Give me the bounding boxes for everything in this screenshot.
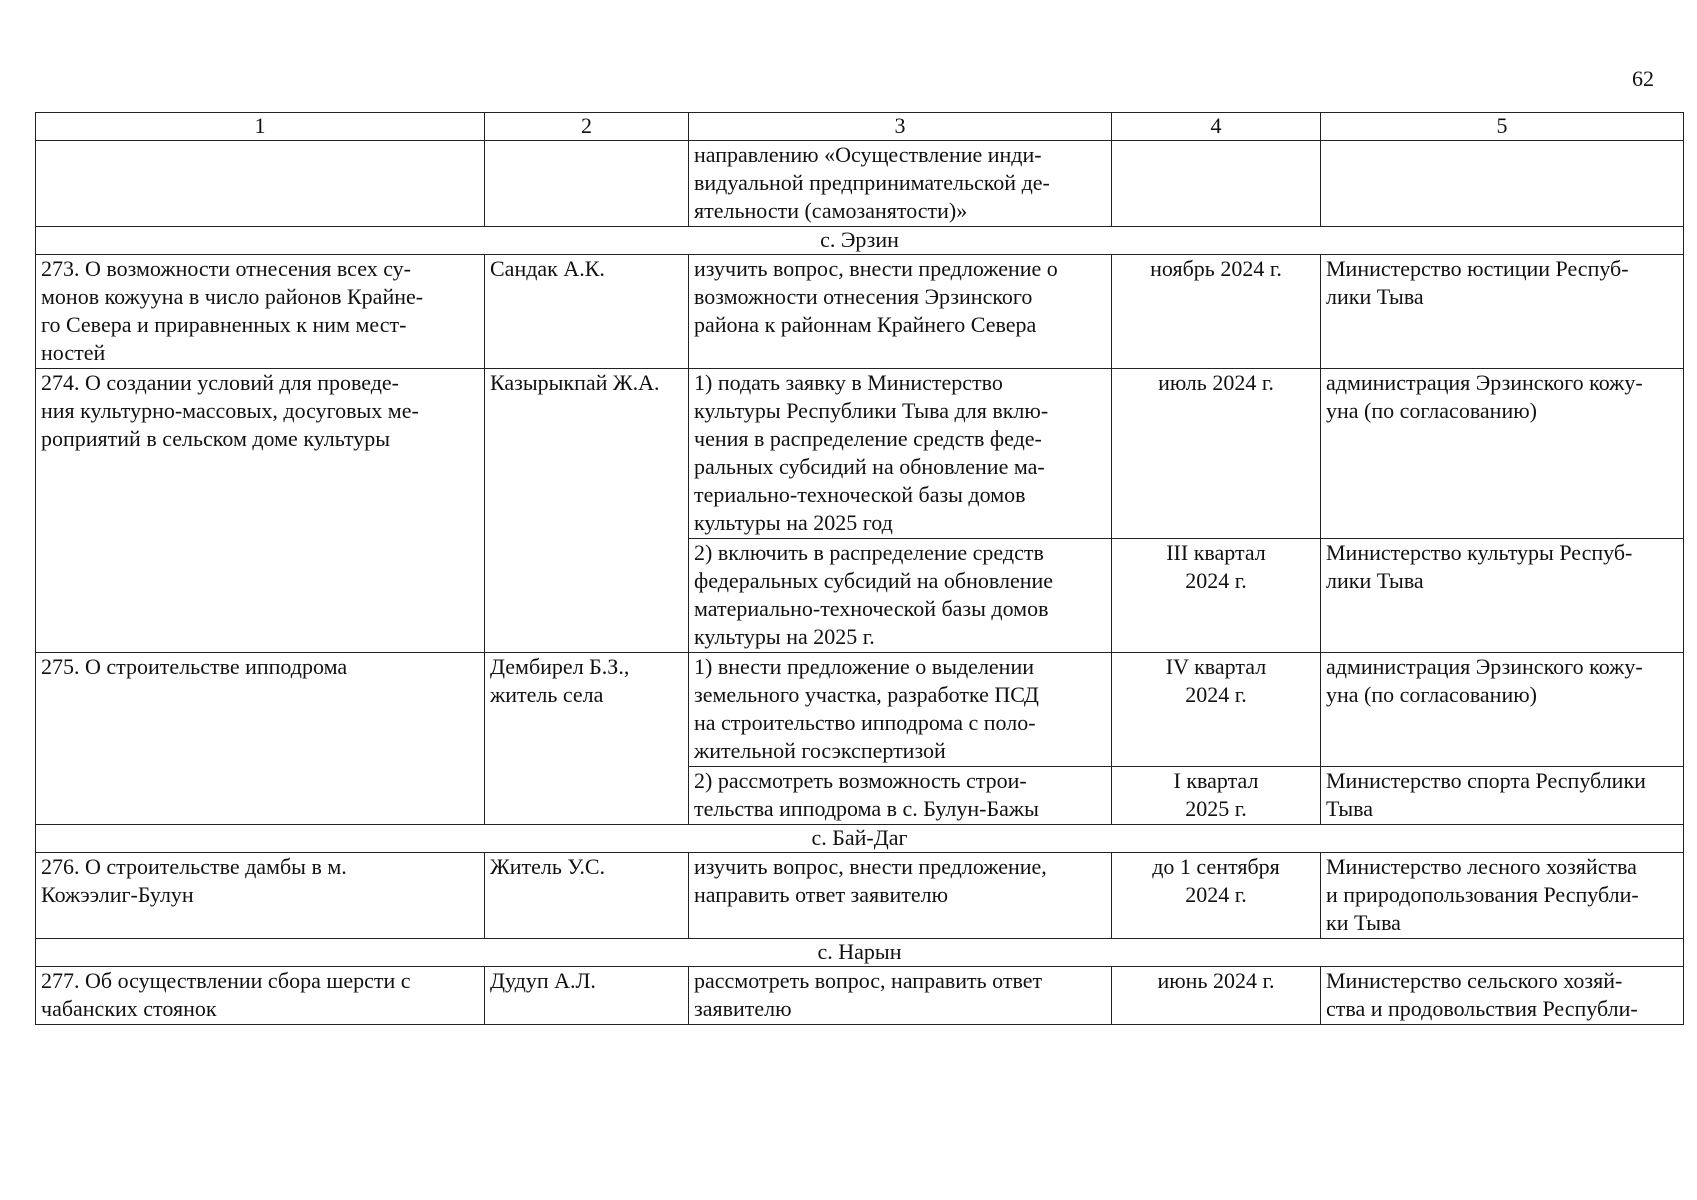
table-row (36, 141, 1684, 227)
cell-deadline: I квартал 2025 г. (1112, 767, 1321, 825)
cell-deadline: до 1 сентября 2024 г. (1112, 853, 1321, 939)
cell-deadline: III квартал 2024 г. (1112, 539, 1321, 653)
table-header-row (36, 113, 1684, 141)
header-col-5: 5 (1321, 113, 1684, 141)
cell-applicant: Житель У.С. (485, 853, 689, 939)
cell-responsible: Министерство юстиции Респуб- лики Тыва (1321, 255, 1684, 369)
header-col-3: 3 (689, 113, 1112, 141)
cell-responsible: Министерство спорта Республики Тыва (1321, 767, 1684, 825)
table-row (36, 967, 1684, 1025)
section-title: с. Бай-Даг (36, 825, 1684, 853)
cell-deadline: IV квартал 2024 г. (1112, 653, 1321, 767)
cell-deadline: июнь 2024 г. (1112, 967, 1321, 1025)
cell-deadline: июль 2024 г. (1112, 369, 1321, 539)
section-row (36, 939, 1684, 967)
section-row (36, 825, 1684, 853)
cell-deadline: ноябрь 2024 г. (1112, 255, 1321, 369)
header-col-1: 1 (36, 113, 485, 141)
cell-applicant: Дембирел Б.З., житель села (485, 653, 689, 825)
measures-table (35, 112, 1684, 1025)
cell-applicant: Казырыкпай Ж.А. (485, 369, 689, 653)
table-row (36, 369, 1684, 539)
cell-action: изучить вопрос, внести предложение, направить ответ заявителю (689, 853, 1112, 939)
cell-action: направлению «Осуществление инди- видуальной предпринимательской де- ятельности (самозанятости)» (689, 141, 1112, 227)
cell-action: 2) рассмотреть возможность строи- тельства ипподрома в с. Булун-Бажы (689, 767, 1112, 825)
cell-topic: 276. О строительстве дамбы в м. Кожээлиг-Булун (36, 853, 485, 939)
cell-responsible: Министерство сельского хозяй- ства и продовольствия Республи- (1321, 967, 1684, 1025)
cell-responsible: Министерство лесного хозяйства и природопользования Республи- ки Тыва (1321, 853, 1684, 939)
cell-responsible: администрация Эрзинского кожу- уна (по согласованию) (1321, 653, 1684, 767)
cell-topic: 273. О возможности отнесения всех су- монов кожууна в число районов Крайне- го Севера и приравненных к ним мест- ностей (36, 255, 485, 369)
cell-action: рассмотреть вопрос, направить ответ заявителю (689, 967, 1112, 1025)
page-number: 62 (1632, 66, 1654, 91)
cell-deadline (1112, 141, 1321, 227)
header-col-4: 4 (1112, 113, 1321, 141)
cell-topic: 277. Об осуществлении сбора шерсти с чабанских стоянок (36, 967, 485, 1025)
section-row (36, 227, 1684, 255)
cell-applicant (485, 141, 689, 227)
table-row (36, 853, 1684, 939)
table-row (36, 653, 1684, 767)
cell-topic (36, 141, 485, 227)
cell-responsible (1321, 141, 1684, 227)
cell-action: изучить вопрос, внести предложение о возможности отнесения Эрзинского района к районнам Крайнего Севера (689, 255, 1112, 369)
cell-action: 1) подать заявку в Министерство культуры Республики Тыва для вклю- чения в распределение средств феде- ральных субсидий на обновление ма- териально-техноческой базы домов культуры на 2025 год (689, 369, 1112, 539)
cell-responsible: администрация Эрзинского кожу- уна (по согласованию) (1321, 369, 1684, 539)
cell-action: 1) внести предложение о выделении земельного участка, разработке ПСД на строительство ипподрома с поло- жительной госэкспертизой (689, 653, 1112, 767)
section-title: с. Нарын (36, 939, 1684, 967)
cell-topic: 274. О создании условий для проведе- ния культурно-массовых, досуговых ме- роприятий в сельском доме культуры (36, 369, 485, 653)
cell-topic: 275. О строительстве ипподрома (36, 653, 485, 825)
cell-applicant: Дудуп А.Л. (485, 967, 689, 1025)
header-col-2: 2 (485, 113, 689, 141)
section-title: с. Эрзин (36, 227, 1684, 255)
cell-responsible: Министерство культуры Респуб- лики Тыва (1321, 539, 1684, 653)
table-row (36, 255, 1684, 369)
cell-action: 2) включить в распределение средств федеральных субсидий на обновление материально-техноческой базы домов культуры на 2025 г. (689, 539, 1112, 653)
cell-applicant: Сандак А.К. (485, 255, 689, 369)
